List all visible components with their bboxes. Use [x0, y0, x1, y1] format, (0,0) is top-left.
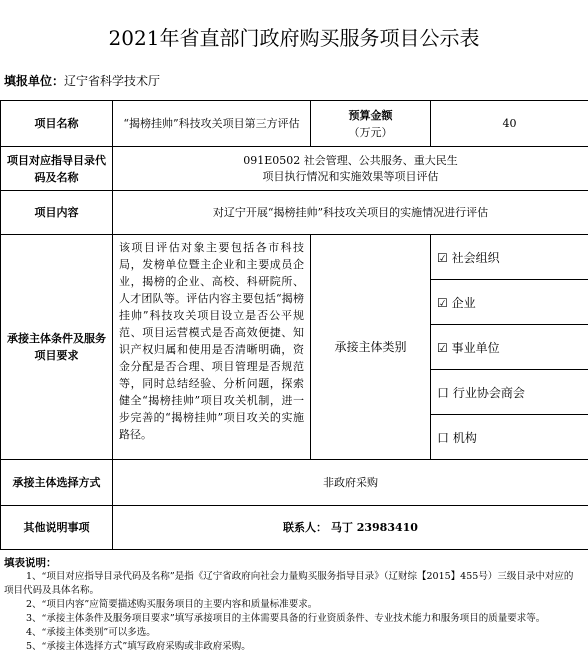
project-name-label: 项目名称	[1, 101, 113, 147]
selection-method-value: 非政府采购	[113, 460, 588, 506]
page-title: 2021年省直部门政府购买服务项目公示表	[108, 26, 480, 50]
reporting-unit-label: 填报单位：	[4, 74, 65, 88]
filling-instructions	[4, 556, 584, 654]
option-enterprise: ☑ 企业	[437, 295, 476, 310]
catalog-label-line1: 项目对应指导目录代	[7, 153, 106, 167]
budget-value: 40	[431, 101, 588, 147]
project-table	[0, 100, 588, 550]
table-row	[1, 191, 588, 235]
project-name-value: “揭榜挂帅”科技攻关项目第三方评估	[113, 101, 311, 147]
provider-type-option	[431, 415, 588, 460]
requirements-label	[1, 235, 113, 460]
instructions-heading: 填表说明：	[4, 557, 57, 569]
content-value: 对辽宁开展“揭榜挂帅”科技攻关项目的实施情况进行评估	[113, 191, 588, 235]
catalog-value-line2: 项目执行情况和实施效果等项目评估	[262, 169, 439, 183]
table-row	[1, 506, 588, 550]
option-industry-association: 口 行业协会商会	[437, 385, 525, 400]
provider-type-option	[431, 280, 588, 325]
instruction-item: 1、“项目对应指导目录代码及名称”是指《辽宁省政府向社会力量购买服务指导目录》（辽财综【2015】455号）三级目录中对应的	[26, 571, 574, 582]
table-row	[1, 460, 588, 506]
catalog-value	[113, 147, 588, 191]
provider-type-option	[431, 325, 588, 370]
catalog-value-line1: 091E0502 社会管理、公共服务、重大民生	[243, 153, 458, 167]
table-row	[1, 147, 588, 191]
requirements-label-line2: 项目要求	[34, 349, 79, 362]
content-label: 项目内容	[1, 191, 113, 235]
instruction-item: 3、“承接主体条件及服务项目要求”填写承接项目的主体需要具备的行业资质条件、专业技术能力和服务项目的质量要求等。	[26, 613, 546, 624]
requirements-label-line1: 承接主体条件及服务	[7, 332, 106, 345]
provider-type-option	[431, 235, 588, 280]
budget-label-line1: 预算金额	[348, 108, 393, 122]
requirements-value: 该项目评估对象主要包括各市科技局，发榜单位暨主企业和主要成员企业，揭榜的企业、高校、科研院所、人才团队等。评估内容主要包括“揭榜挂帅”科技攻关项目设立是否公平规范、项目运营模式是否高效便捷、知识产权归属和使用是否清晰明确，资金分配是否合理、项目管理是否规范等，同时总结经验、分析问题，探索健全“揭榜挂帅”项目攻关机制，进一步完善的“揭榜挂帅”项目攻关的实施路径。	[113, 235, 311, 460]
budget-label-line2: （万元）	[348, 125, 393, 139]
reporting-unit-value: 辽宁省科学技术厅	[64, 74, 161, 88]
option-institution: 口 机构	[437, 430, 477, 445]
selection-method-label: 承接主体选择方式	[1, 460, 113, 506]
instruction-item: 5、“承接主体选择方式”填写政府采购或非政府采购。	[26, 641, 251, 652]
provider-type-option	[431, 370, 588, 415]
reporting-unit	[4, 72, 160, 89]
table-row	[1, 101, 588, 147]
instruction-item: 4、“承接主体类别”可以多选。	[26, 627, 156, 638]
instruction-item: 2、“项目内容”应简要描述购买服务项目的主要内容和质量标准要求。	[26, 599, 318, 610]
provider-type-label: 承接主体类别	[311, 235, 431, 460]
other-notes-value: 联系人： 马丁 23983410	[113, 506, 588, 550]
catalog-label-line2: 码及名称	[34, 170, 79, 184]
other-notes-label: 其他说明事项	[1, 506, 113, 550]
budget-label	[311, 101, 431, 147]
catalog-label	[1, 147, 113, 191]
option-public-institution: ☑ 事业单位	[437, 340, 500, 355]
option-social-org: ☑ 社会组织	[437, 250, 500, 265]
instruction-item: 项目代码及具体名称。	[4, 585, 100, 596]
table-row	[1, 235, 588, 280]
